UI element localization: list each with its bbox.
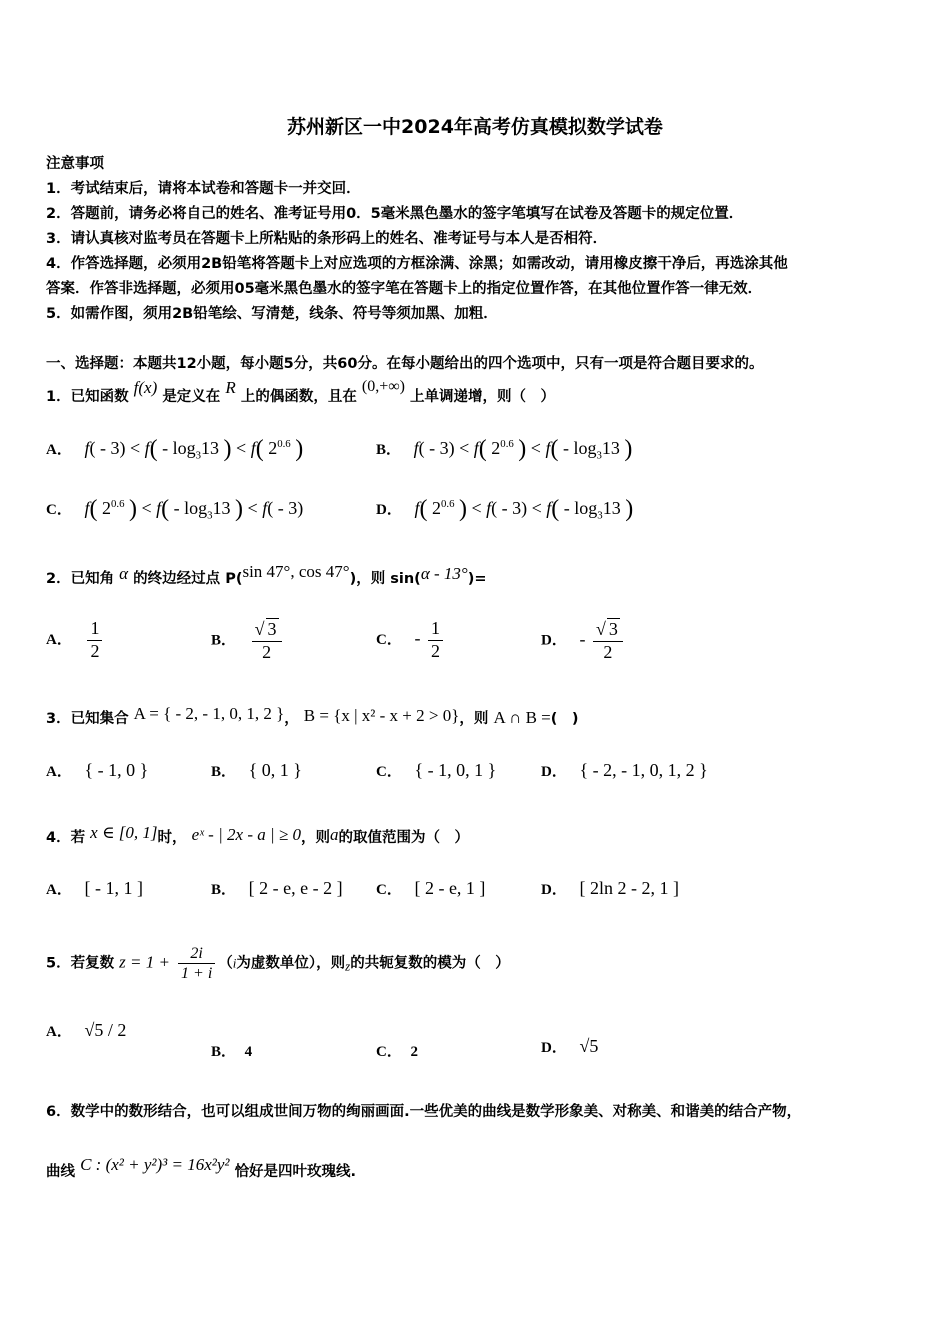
q4-option-a-value: [ - 1, 1 ] [84, 878, 143, 898]
q4-condition: x ∈ [0, 1] [90, 823, 158, 842]
q1-number: 1．已知函数 [46, 389, 129, 405]
q4-text-3: 的取值范围为（ ） [338, 830, 469, 846]
question-5 [46, 944, 510, 983]
q4-option-c[interactable] [376, 878, 485, 899]
q5-option-a-value: √5 / 2 [84, 1020, 127, 1040]
option-label: D． [541, 882, 567, 898]
q5-imaginary-unit: i [232, 955, 237, 971]
option-label: D． [541, 764, 567, 780]
q6-text-2: 恰好是四叶玫瑰线. [234, 1164, 357, 1180]
q3-set-a: A = { - 2, - 1, 0, 1, 2 } [133, 704, 285, 723]
q2-text-3: )= [467, 571, 487, 587]
option-label: D． [541, 1040, 567, 1056]
q5-text-2: 为虚数单位），则 [236, 955, 346, 972]
q5-number: 5．若复数 [46, 955, 115, 972]
option-label: B． [211, 632, 237, 649]
q2-angle: α [119, 564, 129, 583]
q5-text-3: 的共轭复数的模为（ ） [350, 955, 510, 972]
question-2 [46, 562, 486, 588]
q1-option-a[interactable]: A． $f( - 3) < f( - \log_313$ ) < f( $2^{0.6}$ ) [46, 436, 304, 462]
q3-set-b: B = {x | x² - x + 2 > 0} [303, 706, 460, 725]
q5-option-a[interactable] [46, 1020, 126, 1041]
q1-text-1: 是定义在 [162, 389, 221, 405]
q5-option-c-value: 2 [410, 1044, 418, 1060]
q3-comma: ， [284, 711, 299, 727]
q4-text-1: 时， [157, 830, 187, 846]
option-label: C． [46, 502, 72, 518]
q3-text-2: ( ) [550, 711, 579, 727]
q4-option-b[interactable] [211, 878, 343, 899]
question-3 [46, 704, 579, 728]
q6-text-1: 曲线 [46, 1164, 75, 1180]
option-label: B． [211, 764, 237, 780]
q3-option-c-value: { - 1, 0, 1 } [414, 760, 497, 780]
option-label: A． [46, 764, 72, 780]
q6-curve-equation: C : (x² + y²)³ = 16x²y² [80, 1155, 230, 1174]
q3-option-b-value: { 0, 1 } [248, 760, 302, 780]
q5-option-b-value: 4 [244, 1044, 253, 1060]
q3-option-c[interactable] [376, 760, 496, 781]
question-6-curve [46, 1155, 356, 1181]
question-6: 6．数学中的数形结合，也可以组成世间万物的绚丽画面.一些优美的曲线是数学形象美、对称美、和谐美的结合产物， [46, 1104, 802, 1120]
question-1 [46, 378, 555, 406]
q4-inequality: eˣ - | 2x - a | ≥ 0 [191, 825, 301, 844]
q1-option-b[interactable]: B． f( - 3) < f( $2^{0.6}$ ) < $f( - \log_313$ ) [376, 436, 633, 462]
q2-point: sin 47°, cos 47° [242, 562, 350, 581]
option-label: A． [46, 882, 72, 898]
notice-item-4-cont: 答案．作答非选择题，必须用05毫米黑色墨水的签字笔在答题卡上的指定位置作答，在其他位置作答一律无效． [46, 281, 763, 297]
q5-option-d-value: √5 [579, 1036, 599, 1056]
q5-option-c[interactable] [376, 1040, 418, 1061]
q2-option-c[interactable]: C． - $\frac{1}{2}$ [376, 618, 446, 662]
q4-variable: a [329, 825, 339, 844]
option-label: A． [46, 632, 72, 649]
q5-option-b[interactable] [211, 1040, 252, 1061]
page-title: 苏州新区一中2024年高考仿真模拟数学试卷 [287, 116, 663, 138]
option-label: D． [541, 632, 567, 649]
q2-text-2: )，则 sin( [349, 571, 421, 587]
q5-variable: z [345, 958, 351, 974]
q3-option-d[interactable] [541, 760, 708, 781]
q2-option-d[interactable]: D． - $\frac{√ 3}{2}$ [541, 618, 626, 663]
notice-item-5: 5．如需作图，须用2B铅笔绘、写清楚，线条、符号等须加黑、加粗． [46, 306, 498, 322]
option-label: C． [376, 764, 402, 780]
q1-option-c[interactable]: C． f( $2^{0.6}$ ) < $f( - \log_313$ ) < f( - 3) [46, 496, 304, 522]
q4-option-b-value: [ 2 - e, e - 2 ] [248, 878, 343, 898]
q1-function: f(x) [133, 378, 158, 397]
q2-argument: α - 13° [420, 564, 468, 583]
q5-option-d[interactable] [541, 1036, 598, 1057]
q5-fraction [178, 944, 215, 983]
option-label: C． [376, 1044, 402, 1060]
q5-fraction-denominator: 1 + i [181, 965, 213, 983]
q4-option-a[interactable] [46, 878, 143, 899]
q2-number: 2．已知角 [46, 571, 115, 587]
q1-interval: (0,+∞) [361, 378, 405, 395]
notice-item-2: 2．答题前，请务必将自己的姓名、准考证号用0．5毫米黑色墨水的签字笔填写在试卷及答题卡的规定位置． [46, 206, 744, 222]
q2-option-b[interactable]: B． $\frac{√ 3}{2}$ [211, 618, 285, 663]
option-label: A． [46, 442, 72, 458]
question-4 [46, 823, 469, 847]
q5-equation: z = 1 + [119, 952, 170, 972]
q1-option-d[interactable]: D． f( $2^{0.6}$ ) < $f( - 3) < f( - \log_313$ ) [376, 496, 634, 522]
notice-item-4: 4．作答选择题，必须用2B铅笔将答题卡上对应选项的方框涂满、涂黑；如需改动，请用橡皮擦干净后，再选涂其他 [46, 256, 788, 272]
q4-option-d-value: [ 2ln 2 - 2, 1 ] [579, 878, 679, 898]
q3-number: 3．已知集合 [46, 711, 129, 727]
option-label: A． [46, 1024, 72, 1040]
q3-expression: A ∩ B = [493, 708, 551, 727]
q3-option-a[interactable] [46, 760, 148, 781]
notice-item-1: 1．考试结束后，请将本试卷和答题卡一并交回． [46, 181, 361, 197]
q4-text-2: ，则 [300, 830, 330, 846]
q3-text-1: ，则 [459, 711, 489, 727]
q3-option-b[interactable] [211, 760, 302, 781]
option-label: C． [376, 882, 402, 898]
q4-number: 4．若 [46, 830, 86, 846]
notice-item-3: 3．请认真核对监考员在答题卡上所粘贴的条形码上的姓名、准考证号与本人是否相符． [46, 231, 608, 247]
q1-text-3: 上单调递增，则（ ） [410, 389, 556, 405]
option-label: B． [211, 1044, 237, 1060]
notice-heading: 注意事项 [46, 156, 104, 172]
q2-option-a[interactable]: A． $\frac{1}{2}$ [46, 618, 105, 662]
q4-option-c-value: [ 2 - e, 1 ] [414, 878, 486, 898]
section-heading: 一、选择题：本题共12小题，每小题5分，共60分。在每小题给出的四个选项中，只有一项是符合题目要求的。 [46, 356, 764, 372]
q1-text-2: 上的偶函数，且在 [240, 389, 357, 405]
q5-text-1: （ [218, 955, 233, 972]
option-label: C． [376, 632, 402, 649]
q3-option-a-value: { - 1, 0 } [84, 760, 149, 780]
option-label: B． [376, 442, 402, 458]
q3-option-d-value: { - 2, - 1, 0, 1, 2 } [579, 760, 708, 780]
q5-fraction-numerator: 2i [178, 944, 215, 964]
q4-option-d[interactable] [541, 878, 679, 899]
option-label: D． [376, 502, 402, 518]
q1-domain: R [225, 378, 236, 397]
q2-text-1: 的终边经过点 P( [133, 571, 243, 587]
option-label: B． [211, 882, 237, 898]
